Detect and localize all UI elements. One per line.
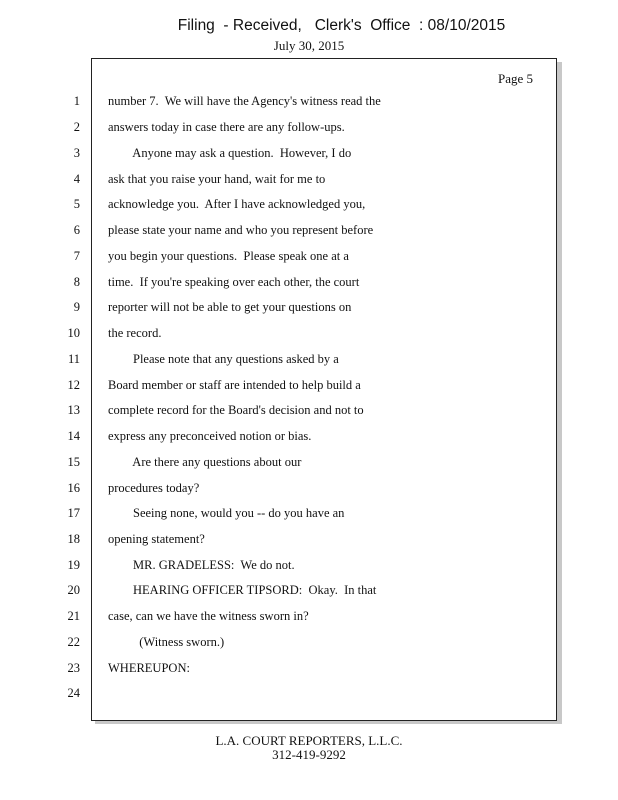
line-number: 22 [67, 635, 80, 649]
line-number: 8 [73, 275, 80, 289]
transcript-line: you begin your questions. Please speak one at a [108, 249, 349, 263]
line-number: 11 [67, 352, 80, 366]
line-number: 14 [67, 429, 80, 443]
transcript-date: July 30, 2015 [273, 38, 345, 53]
transcript-line: Seeing none, would you -- do you have an [108, 506, 345, 520]
footer-company: L.A. COURT REPORTERS, L.L.C. [215, 733, 403, 748]
line-number: 16 [67, 481, 80, 495]
transcript-line: case, can we have the witness sworn in? [108, 609, 309, 623]
transcript-line: WHEREUPON: [108, 661, 190, 675]
transcript-line: MR. GRADELESS: We do not. [108, 558, 295, 572]
line-number: 12 [67, 378, 80, 392]
line-number: 4 [73, 172, 80, 186]
line-number: 23 [67, 661, 80, 675]
line-number: 2 [73, 120, 80, 134]
transcript-line: Please note that any questions asked by a [108, 352, 339, 366]
transcript-line: HEARING OFFICER TIPSORD: Okay. In that [108, 583, 377, 597]
transcript-line: acknowledge you. After I have acknowledged you, [108, 197, 366, 211]
transcript-line: express any preconceived notion or bias. [108, 429, 312, 443]
line-number: 21 [67, 609, 80, 623]
footer-phone: 312-419-9292 [272, 747, 346, 762]
transcript-line: please state your name and who you represent before [108, 223, 374, 237]
line-number: 19 [67, 558, 80, 572]
line-number: 1 [73, 94, 80, 108]
transcript-line: reporter will not be able to get your questions on [108, 300, 352, 314]
line-number: 24 [67, 686, 80, 700]
line-number: 15 [67, 455, 80, 469]
line-number: 10 [67, 326, 80, 340]
line-number: 20 [67, 583, 80, 597]
line-number: 9 [73, 300, 80, 314]
transcript-line: the record. [108, 326, 162, 340]
line-number: 18 [67, 532, 80, 546]
line-number: 5 [73, 197, 80, 211]
transcript-line: answers today in case there are any follow-ups. [108, 120, 345, 134]
transcript-line: (Witness sworn.) [108, 635, 225, 649]
line-number: 3 [73, 146, 80, 160]
transcript-line: opening statement? [108, 532, 205, 546]
transcript-line: Are there any questions about our [108, 455, 302, 469]
transcript-line: ask that you raise your hand, wait for me to [108, 172, 326, 186]
transcript-line: procedures today? [108, 481, 200, 495]
transcript-line: time. If you're speaking over each other, the court [108, 275, 360, 289]
transcript-line: number 7. We will have the Agency's witness read the [108, 94, 381, 108]
line-number: 6 [73, 223, 80, 237]
line-number: 13 [67, 403, 80, 417]
transcript-line: Anyone may ask a question. However, I do [108, 146, 352, 160]
line-number: 17 [67, 506, 80, 520]
line-number: 7 [73, 249, 80, 263]
filing-stamp: Filing - Received, Clerk's Office : 08/10/2015 [177, 17, 506, 34]
transcript-line: Board member or staff are intended to help build a [108, 378, 361, 392]
page-number: Page 5 [498, 71, 534, 86]
transcript-line: complete record for the Board's decision and not to [108, 403, 364, 417]
